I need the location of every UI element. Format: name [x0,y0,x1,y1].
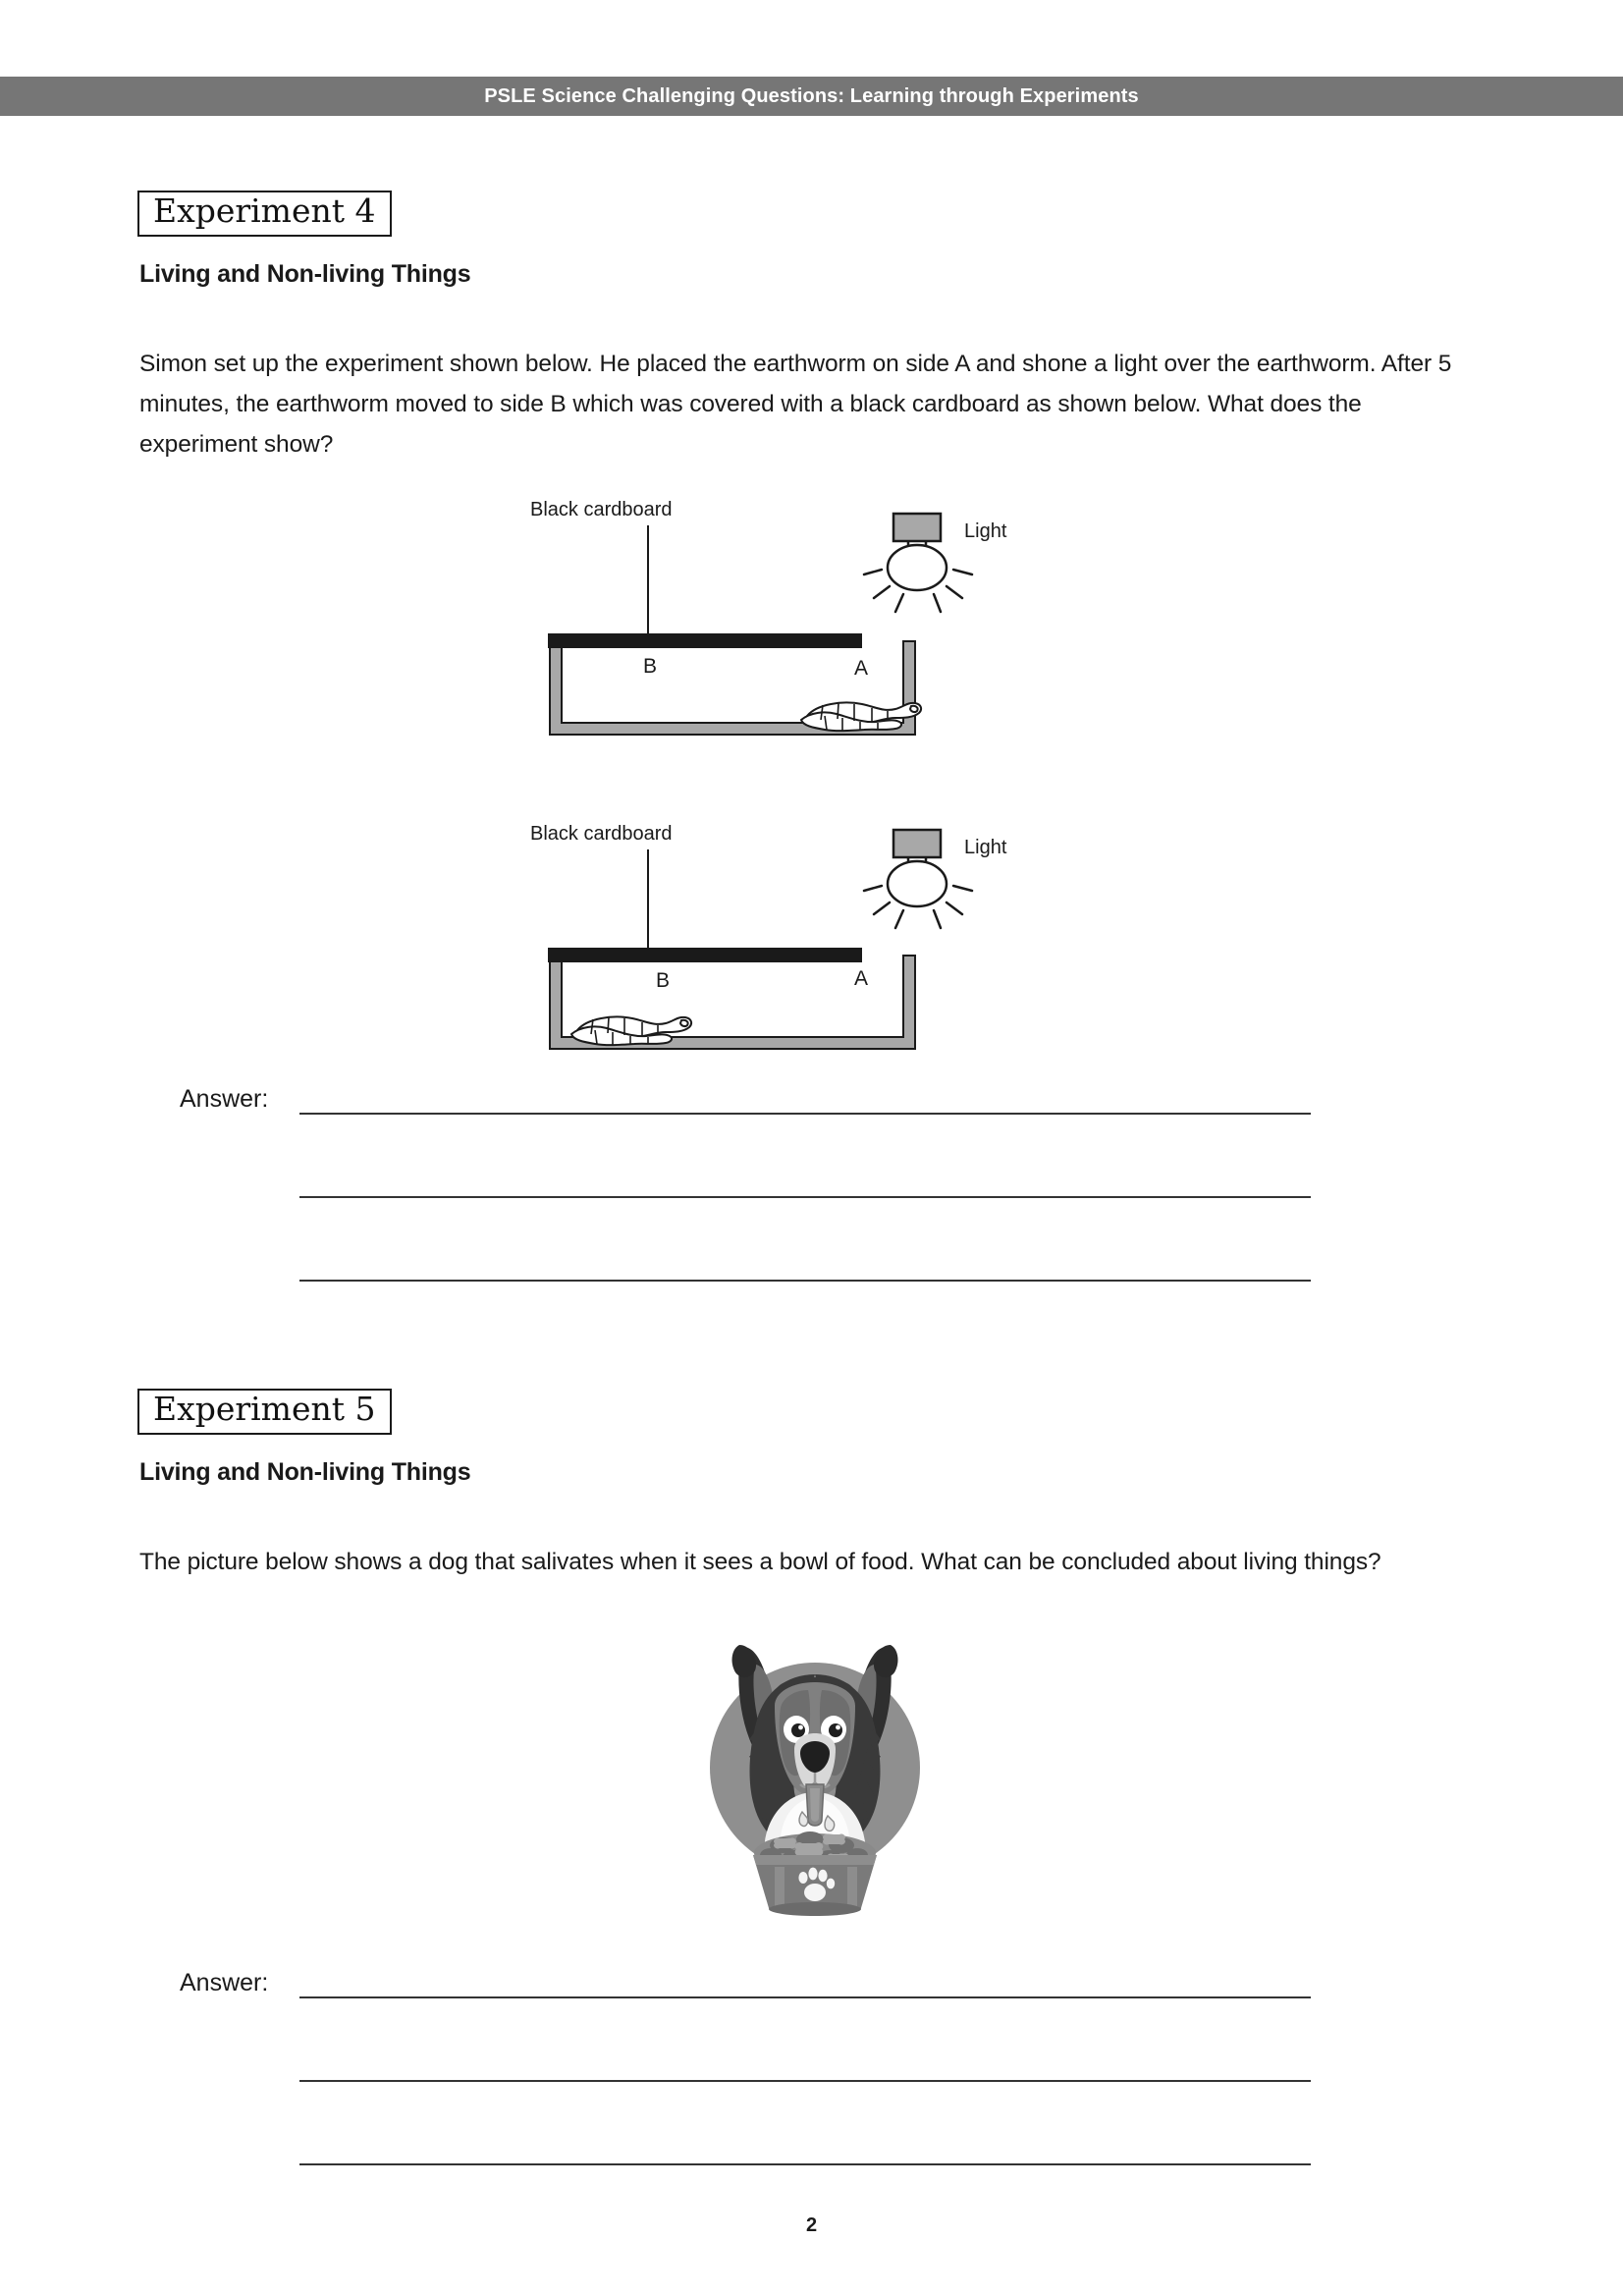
experiment-question-4: Simon set up the experiment shown below. He placed the earthworm on side A and shone a light over the earthworm. After 5 minutes, the earthworm moved to side B which was covered with a black cardboard as shown below. What does the experiment show? [139,351,1452,458]
diagram-label-black-cardboard: Black cardboard [530,823,673,845]
experiment-question-5: The picture below shows a dog that salivates when it sees a bowl of food. What can be concluded about living things? [139,1549,1381,1575]
diagram-label-light: Light [964,520,1007,542]
diagram-label-side-a: A [854,657,869,680]
answer-line[interactable] [299,2163,1311,2165]
answer-line[interactable] [299,1196,1311,1198]
diagram-earthworm-after [530,820,1139,1066]
answer-label: Answer: [180,1085,269,1113]
diagram-earthworm-before [530,496,1139,751]
experiment-subtitle-4: Living and Non-living Things [139,260,471,288]
answer-block-experiment-4 [180,1085,1319,1301]
answer-line[interactable] [299,2080,1311,2082]
answer-block-experiment-5 [180,1969,1319,2185]
experiment-subtitle-5: Living and Non-living Things [139,1458,471,1486]
diagram-label-side-b: B [643,655,658,678]
answer-line[interactable] [299,1996,1311,1998]
diagram-label-side-a: A [854,967,869,990]
diagram-label-black-cardboard: Black cardboard [530,499,673,520]
diagram-label-side-b: B [656,969,671,992]
answer-line[interactable] [299,1113,1311,1115]
answer-line[interactable] [299,1280,1311,1282]
page-header-bar [0,77,1623,116]
experiment-badge-5: Experiment 5 [137,1389,392,1435]
answer-label: Answer: [180,1969,269,1996]
header-title: PSLE Science Challenging Questions: Learning through Experiments [484,84,1139,107]
dog-with-food-bowl-illustration [692,1635,938,1920]
experiment-badge-4: Experiment 4 [137,191,392,237]
diagram-label-light: Light [964,837,1007,858]
page-number: 2 [805,2214,818,2236]
